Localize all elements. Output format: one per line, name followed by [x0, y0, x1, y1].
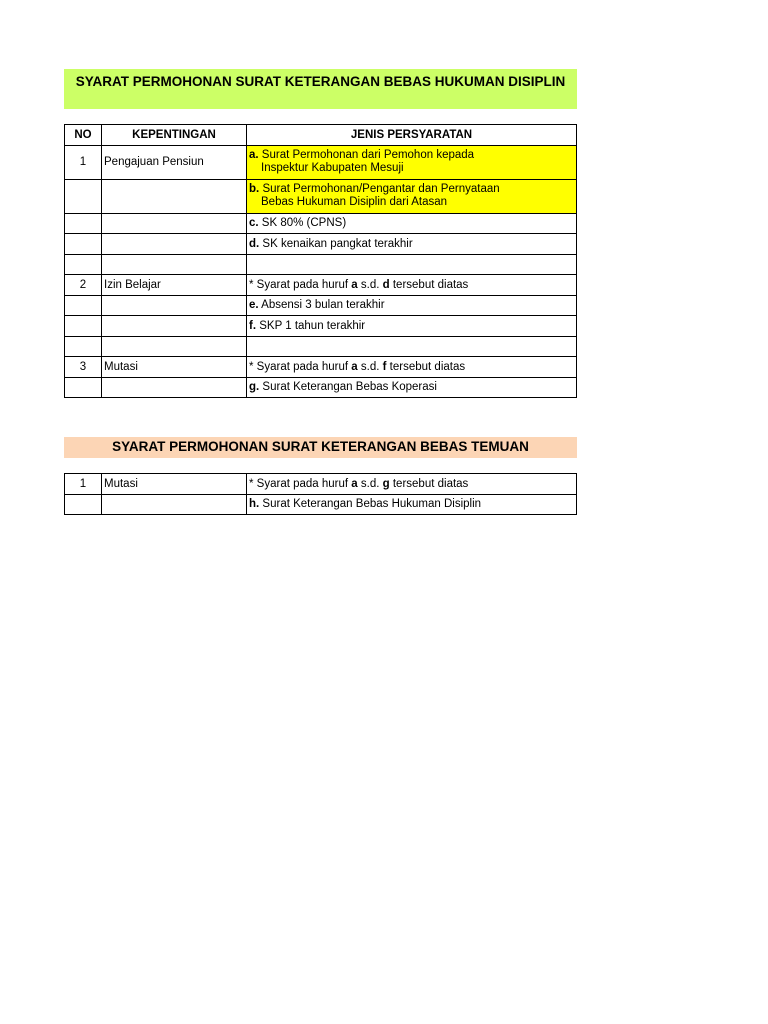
requirements-table-1	[64, 124, 577, 398]
row-no	[65, 254, 102, 275]
row-requirement	[247, 494, 577, 515]
table-row	[65, 377, 577, 398]
section2-title: SYARAT PERMOHONAN SURAT KETERANGAN BEBAS TEMUAN	[64, 437, 577, 458]
row-requirement	[247, 316, 577, 337]
req-pre: * Syarat pada huruf	[249, 278, 352, 291]
row-requirement	[247, 213, 577, 234]
header-jenis-persyaratan: JENIS PERSYARATAN	[247, 125, 577, 146]
row-kepentingan: Pengajuan Pensiun	[102, 145, 247, 179]
req-from: a	[351, 278, 358, 291]
table-row	[65, 179, 577, 213]
req-text: Surat Keterangan Bebas Koperasi	[259, 381, 437, 394]
req-text: Surat Permohonan dari Pemohon kepada	[261, 149, 475, 161]
row-requirement	[247, 295, 577, 316]
row-requirement	[247, 336, 577, 357]
req-mid: s.d.	[357, 278, 383, 291]
table-row-empty	[65, 254, 577, 275]
table-row	[65, 234, 577, 255]
req-letter: g.	[249, 381, 260, 394]
table-row	[65, 295, 577, 316]
req-to: f	[382, 360, 387, 373]
req-letter: f.	[249, 319, 257, 332]
row-no	[65, 316, 102, 337]
table-row	[65, 145, 577, 179]
req-to: g	[382, 477, 390, 490]
req-letter: h.	[249, 498, 260, 511]
req-to: d	[382, 278, 390, 291]
req-text: SK kenaikan pangkat terakhir	[259, 237, 413, 250]
req-text: SK 80% (CPNS)	[258, 217, 347, 230]
req-from: a	[351, 477, 358, 490]
table-row	[65, 275, 577, 296]
row-requirement	[247, 275, 577, 296]
req-letter: c.	[249, 217, 259, 230]
row-kepentingan	[102, 234, 247, 255]
header-no: NO	[65, 125, 102, 146]
req-text: Surat Permohonan/Pengantar dan Pernyataan	[262, 183, 500, 195]
table-row	[65, 357, 577, 378]
req-pre: * Syarat pada huruf	[249, 477, 352, 490]
row-no	[65, 336, 102, 357]
table-header-row	[65, 125, 577, 146]
row-no: 1	[65, 474, 102, 495]
row-requirement	[247, 474, 577, 495]
row-kepentingan	[102, 494, 247, 515]
req-letter: a.	[249, 149, 259, 161]
req-from: a	[351, 360, 358, 373]
requirements-table-2	[64, 473, 577, 515]
row-no: 3	[65, 357, 102, 378]
req-text-cont: Bebas Hukuman Disiplin dari Atasan	[261, 196, 448, 208]
row-kepentingan	[102, 316, 247, 337]
row-no	[65, 377, 102, 398]
row-no	[65, 494, 102, 515]
row-kepentingan	[102, 254, 247, 275]
row-no	[65, 179, 102, 213]
req-mid: s.d.	[357, 360, 383, 373]
row-kepentingan	[102, 336, 247, 357]
req-text: Absensi 3 bulan terakhir	[258, 299, 385, 312]
table-row	[65, 474, 577, 495]
req-letter: b.	[249, 183, 260, 195]
row-requirement	[247, 254, 577, 275]
row-no: 2	[65, 275, 102, 296]
row-no	[65, 295, 102, 316]
req-mid: s.d.	[357, 477, 383, 490]
table-row	[65, 494, 577, 515]
req-post: tersebut diatas	[389, 477, 469, 490]
req-text: SKP 1 tahun terakhir	[256, 319, 366, 332]
req-pre: * Syarat pada huruf	[249, 360, 352, 373]
req-post: tersebut diatas	[386, 360, 466, 373]
row-requirement	[247, 357, 577, 378]
row-kepentingan: Mutasi	[102, 474, 247, 495]
row-requirement	[247, 234, 577, 255]
table-row	[65, 213, 577, 234]
row-no	[65, 213, 102, 234]
header-kepentingan: KEPENTINGAN	[102, 125, 247, 146]
row-requirement	[247, 179, 577, 213]
row-kepentingan: Izin Belajar	[102, 275, 247, 296]
row-kepentingan: Mutasi	[102, 357, 247, 378]
row-no	[65, 234, 102, 255]
req-letter: e.	[249, 299, 259, 312]
table-row-empty	[65, 336, 577, 357]
table-row	[65, 316, 577, 337]
row-kepentingan	[102, 179, 247, 213]
row-kepentingan	[102, 295, 247, 316]
req-post: tersebut diatas	[389, 278, 469, 291]
row-no: 1	[65, 145, 102, 179]
section1-title: SYARAT PERMOHONAN SURAT KETERANGAN BEBAS HUKUMAN DISIPLIN	[64, 69, 577, 109]
row-requirement	[247, 145, 577, 179]
row-kepentingan	[102, 213, 247, 234]
row-kepentingan	[102, 377, 247, 398]
req-text: Surat Keterangan Bebas Hukuman Disiplin	[259, 498, 482, 511]
req-letter: d.	[249, 237, 260, 250]
row-requirement	[247, 377, 577, 398]
req-text-cont: Inspektur Kabupaten Mesuji	[261, 162, 404, 174]
